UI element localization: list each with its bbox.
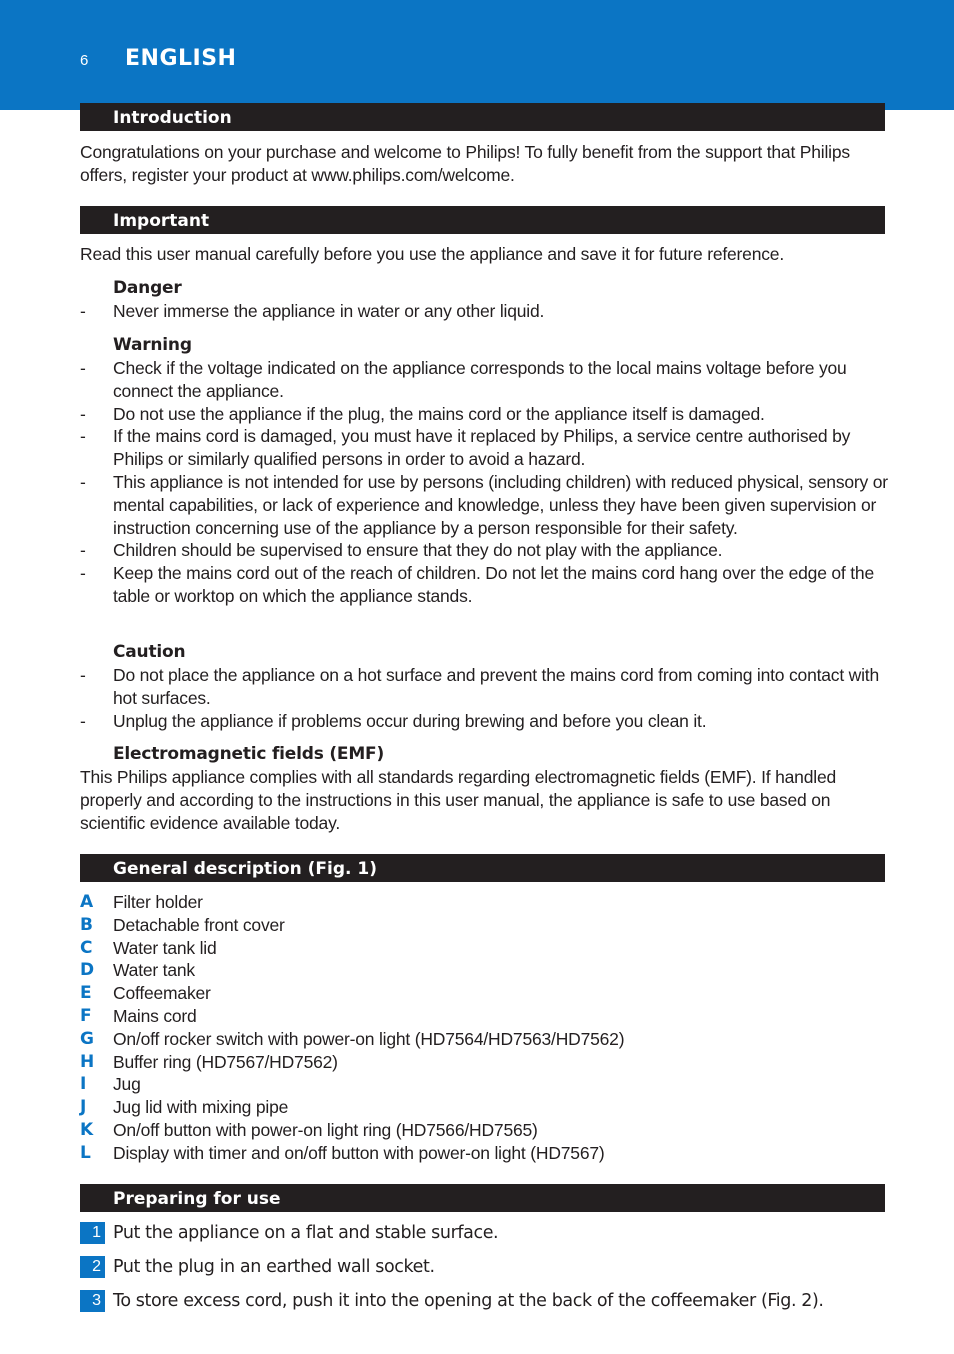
part-item: E Coffeemaker (80, 983, 211, 1004)
part-item: L Display with timer and on/off button with power-on light (HD7567) (80, 1142, 605, 1163)
subheading-warning: Warning (113, 335, 192, 355)
step-1 (80, 1222, 890, 1244)
emf-text: This Philips appliance complies with all standards regarding electromagnetic fields (EMF). If handled properly and according to the instructions in this user manual, the appliance is safe to use based on scientific evidence available today. (80, 767, 837, 833)
important-intro: Read this user manual carefully before you use the appliance and save it for future reference. (80, 244, 784, 264)
section-header-preparing: Preparing for use (80, 1184, 885, 1212)
part-item: F Mains cord (80, 1005, 197, 1026)
warning-list (80, 357, 895, 608)
step-number: 3 (80, 1290, 105, 1312)
part-item: C Water tank lid (80, 937, 217, 958)
step-2 (80, 1256, 890, 1278)
step-3 (80, 1290, 890, 1312)
list-item: - Children should be supervised to ensure that they do not play with the appliance. (80, 540, 723, 561)
part-item: H Buffer ring (HD7567/HD7562) (80, 1051, 338, 1072)
step-text: Put the appliance on a flat and stable surface. (113, 1223, 499, 1243)
part-item: K On/off button with power-on light ring (HD7566/HD7565) (80, 1119, 538, 1140)
parts-list (80, 891, 890, 1165)
subheading-emf: Electromagnetic fields (EMF) (113, 744, 385, 764)
step-text: Put the plug in an earthed wall socket. (113, 1257, 435, 1277)
list-item: - If the mains cord is damaged, you must have it replaced by Philips, a service centre authorised by Philips or similarly qualified persons in order to avoid a hazard. (80, 426, 851, 470)
subheading-caution: Caution (113, 642, 186, 662)
section-header-general-description: General description (Fig. 1) (80, 854, 885, 882)
step-text: To store excess cord, push it into the opening at the back of the coffeemaker (Fig. 2). (113, 1291, 824, 1311)
list-item: - Keep the mains cord out of the reach of children. Do not let the mains cord hang over the edge of the table or worktop on which the appliance stands. (80, 563, 874, 606)
list-item: - Do not use the appliance if the plug, the mains cord or the appliance itself is damaged. (80, 403, 765, 424)
danger-list (80, 300, 895, 323)
part-item: D Water tank (80, 960, 195, 981)
header-bar (0, 0, 954, 110)
part-item: A Filter holder (80, 892, 203, 912)
step-number: 2 (80, 1256, 105, 1278)
list-item: - Do not place the appliance on a hot surface and prevent the mains cord from coming into contact with hot surfaces. (80, 665, 880, 708)
page-number: 6 (80, 52, 89, 69)
language-title: ENGLISH (125, 46, 237, 71)
step-number: 1 (80, 1222, 105, 1244)
list-item: - Check if the voltage indicated on the appliance corresponds to the local mains voltage before you connect the appliance. (80, 358, 847, 401)
list-item: - Unplug the appliance if problems occur during brewing and before you clean it. (80, 710, 707, 731)
subheading-danger: Danger (113, 278, 182, 298)
section-header-introduction: Introduction (80, 103, 885, 131)
part-item: G On/off rocker switch with power-on light (HD7564/HD7563/HD7562) (80, 1028, 625, 1049)
list-item: - This appliance is not intended for use by persons (including children) with reduced physical, sensory or mental capabilities, or lack of experience and knowledge, unless they have been given supervision or instruction concerning use of the appliance by a person responsible for their safety. (80, 471, 888, 538)
part-item: I Jug (80, 1074, 141, 1095)
part-item: J Jug lid with mixing pipe (80, 1097, 289, 1118)
section-header-important: Important (80, 206, 885, 234)
list-item: - Never immerse the appliance in water or any other liquid. (80, 301, 545, 321)
introduction-text: Congratulations on your purchase and welcome to Philips! To fully benefit from the support that Philips offers, register your product at www.philips.com/welcome. (80, 142, 850, 185)
caution-list (80, 664, 895, 732)
part-item: B Detachable front cover (80, 914, 285, 935)
